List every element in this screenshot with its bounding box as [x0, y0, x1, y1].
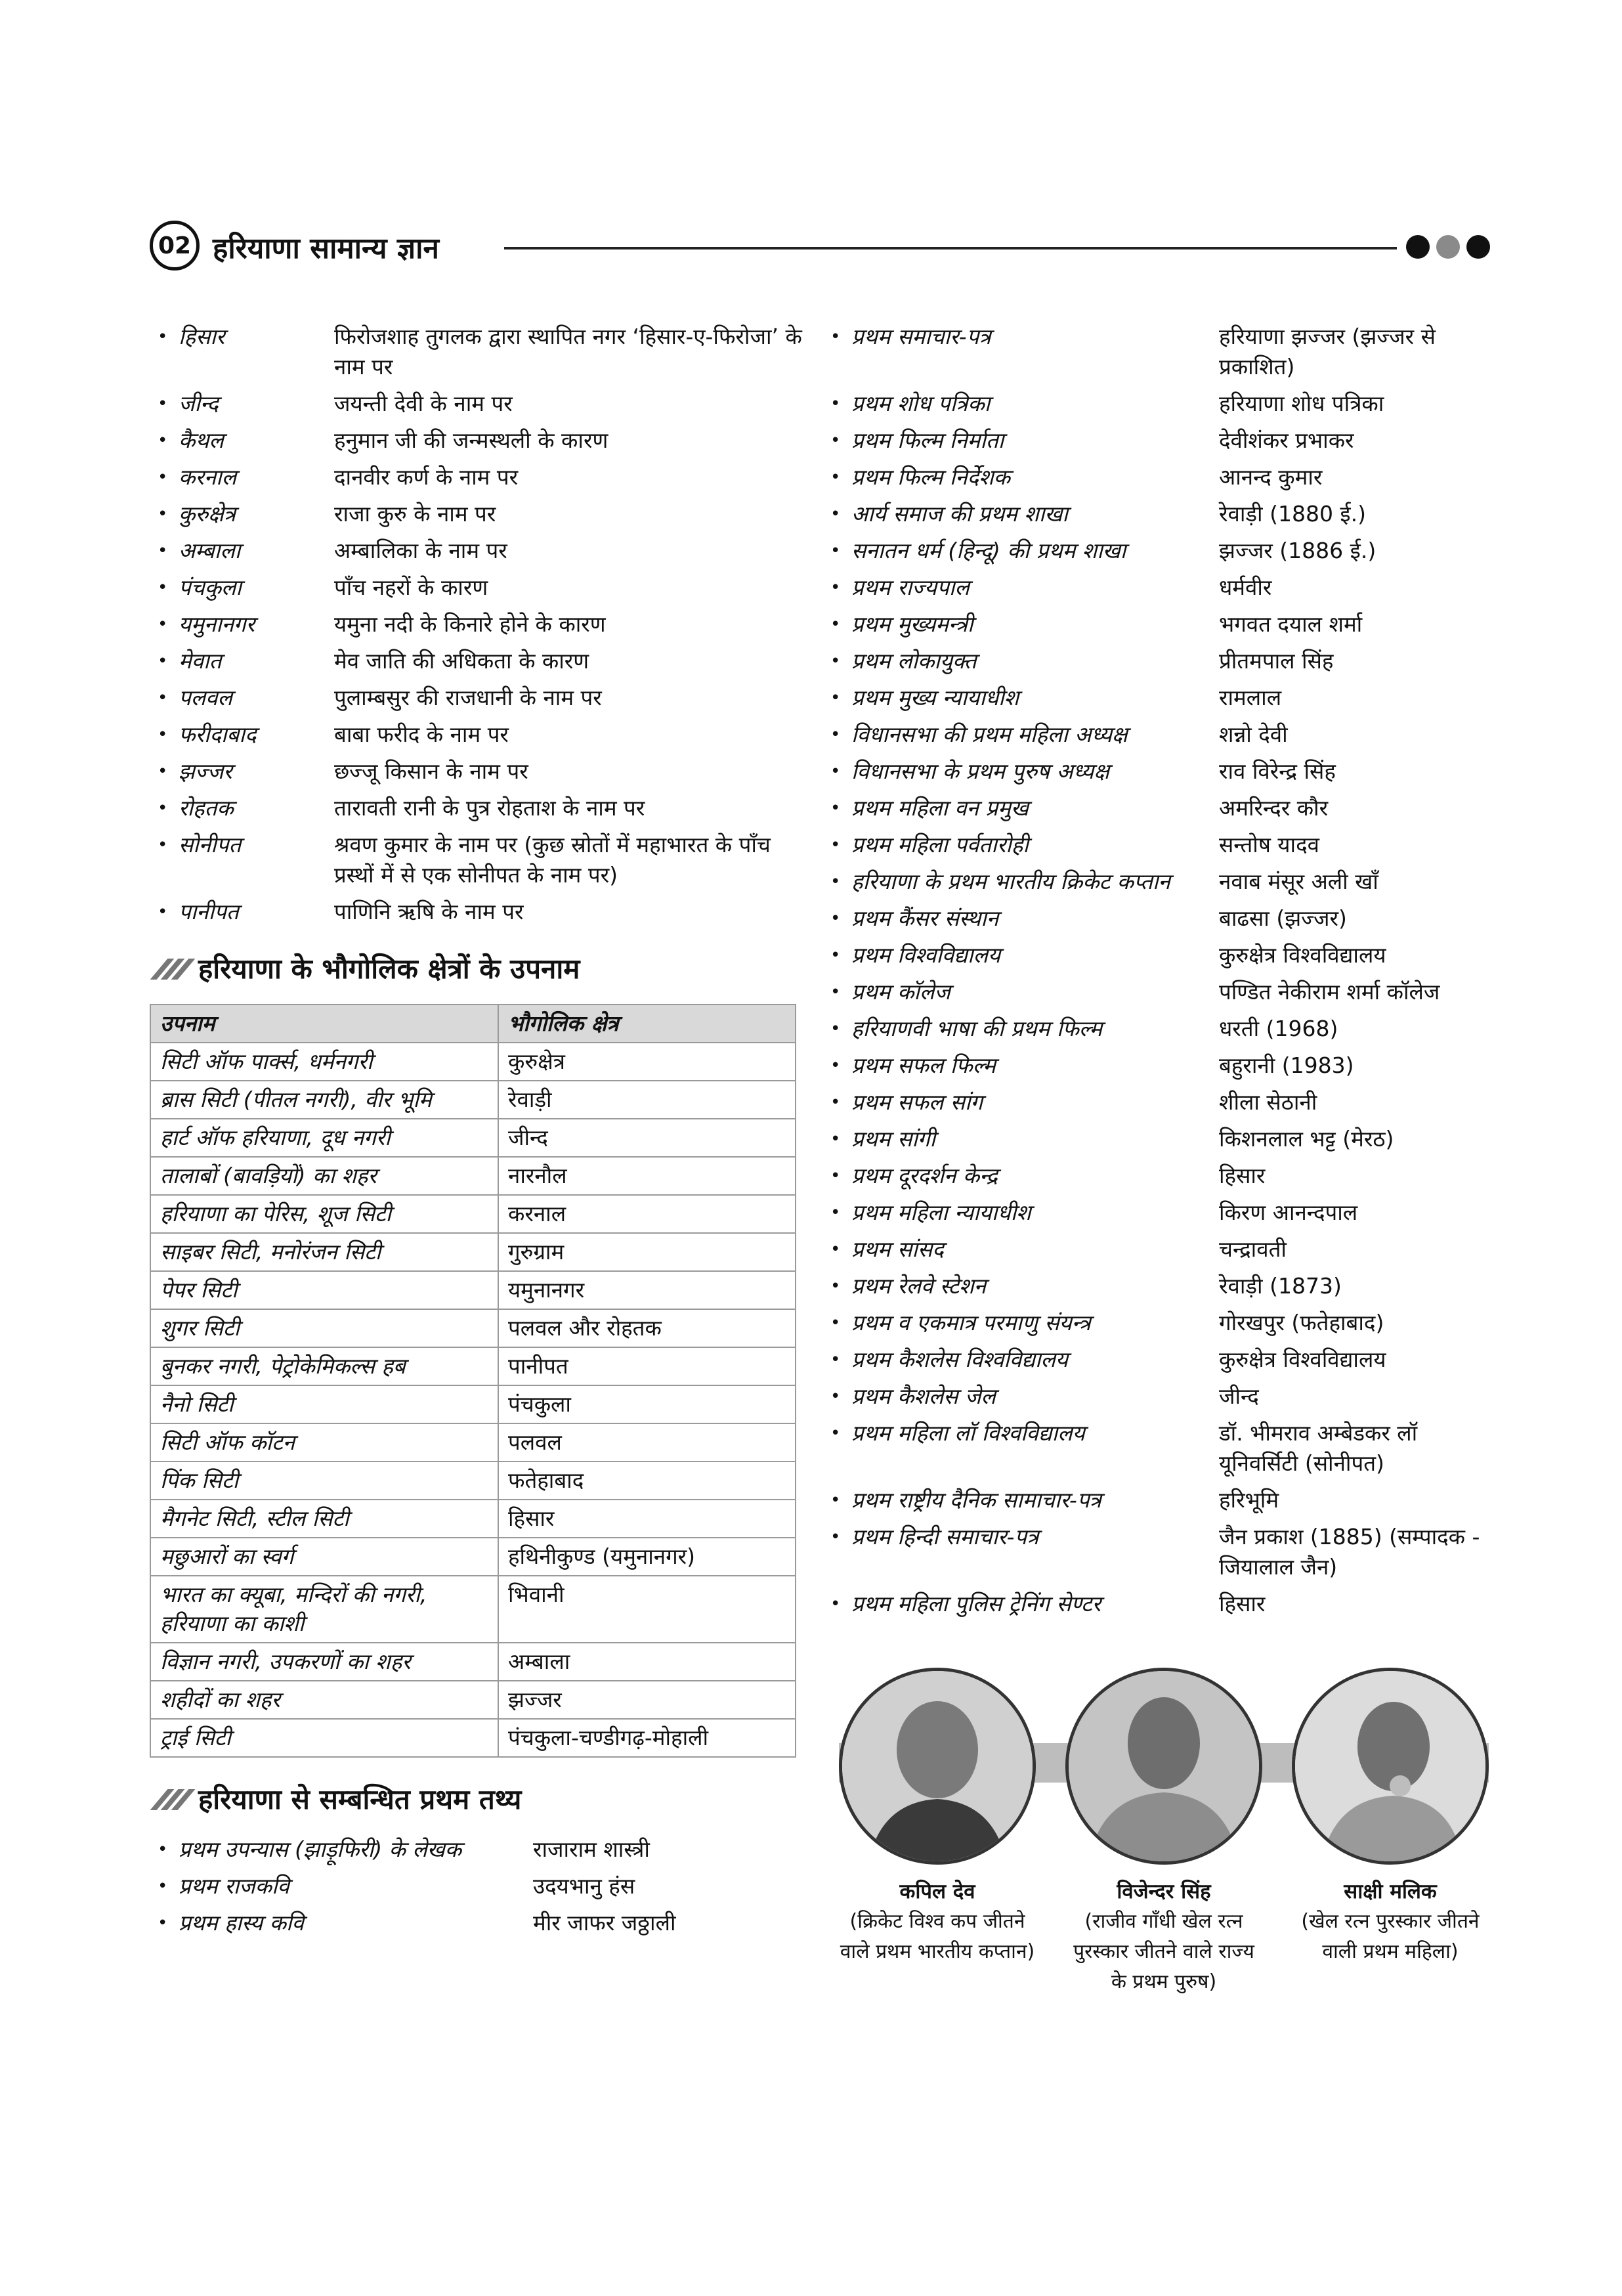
region-cell: पानीपत: [498, 1347, 796, 1385]
first-fact-item-label: प्रथम महिला पर्वतारोही: [851, 832, 1029, 857]
nickname-cell: शहीदों का शहर: [150, 1681, 498, 1719]
slash-marks-icon: [150, 1789, 188, 1809]
caption-vijender-singh: विजेन्दर सिंह (राजीव गाँधी खेल रत्न पुरस्कार जीतने वाले राज्य के प्रथम पुरुष): [1073, 1880, 1254, 1993]
region-cell: पंचकुला-चण्डीगढ़-मोहाली: [498, 1719, 796, 1757]
header-rule: [504, 247, 1397, 249]
caption-kapil-dev: कपिल देव (क्रिकेट विश्व कप जीतने वाले प्रथम भारतीय कप्तान): [840, 1880, 1035, 1963]
nickname-cell: बुनकर नगरी, पेट्रोकेमिकल्स हब: [150, 1347, 498, 1385]
region-cell: अम्बाला: [498, 1643, 796, 1681]
bullet-icon: •: [158, 688, 168, 708]
first-fact-item-value: धरती (1968): [1219, 1016, 1338, 1041]
nickname-cell: ब्रास सिटी (पीतल नगरी), वीर भूमि: [150, 1081, 498, 1119]
first-fact-item-value: भगवत दयाल शर्मा: [1219, 611, 1363, 637]
district-item-label: रोहतक: [179, 795, 234, 821]
first-fact-item-label: प्रथम फिल्म निर्देशक: [851, 464, 1010, 490]
table-row: [150, 1119, 796, 1157]
first-fact-item-value: अमरिन्दर कौर: [1219, 795, 1329, 821]
district-item-value: तारावती रानी के पुत्र रोहताश के नाम पर: [334, 795, 645, 821]
region-cell: कुरुक्षेत्र: [498, 1043, 796, 1081]
table-row: [150, 1538, 796, 1576]
bullet-icon: •: [158, 394, 168, 414]
first-fact-item: [830, 425, 1500, 456]
first-fact-item: [830, 1345, 1500, 1375]
first-fact-item-label: प्रथम व एकमात्र परमाणु संयन्त्र: [851, 1310, 1091, 1335]
first-fact-item-value: बहुरानी (1983): [1219, 1052, 1354, 1078]
district-item-label: करनाल: [179, 464, 237, 490]
table-row: [150, 1423, 796, 1462]
first-fact-item-value: हिसार: [1219, 1591, 1266, 1616]
bullet-icon: •: [830, 798, 841, 818]
bullet-icon: •: [830, 327, 841, 347]
first-fact-item: [830, 1124, 1500, 1154]
running-title: हरियाणा सामान्य ज्ञान: [213, 232, 439, 265]
district-item: [158, 897, 804, 927]
first-fact-item-value: डॉ. भीमराव अम्बेडकर लॉ यूनिवर्सिटी (सोनीपत): [1219, 1420, 1418, 1476]
table-row: [150, 1081, 796, 1119]
bullet-icon: •: [158, 835, 168, 855]
first-fact-item-value: हरियाणा झज्जर (झज्जर से प्रकाशित): [1219, 324, 1436, 379]
slash-marks-icon: [150, 959, 188, 978]
district-item-value: फिरोजशाह तुगलक द्वारा स्थापित नगर ‘हिसार-ए-फिरोजा’ के नाम पर: [334, 324, 802, 379]
district-item-label: पंचकुला: [179, 574, 242, 600]
right-column-firsts: [830, 322, 1500, 1626]
first-fact-item-label: प्रथम राष्ट्रीय दैनिक सामाचार-पत्र: [851, 1487, 1101, 1513]
first-fact-item-label: प्रथम कॉलेज: [851, 979, 950, 1005]
bullet-icon: •: [830, 1423, 841, 1443]
bullet-icon: •: [830, 1129, 841, 1149]
bullet-icon: •: [158, 504, 168, 524]
bullet-icon: •: [830, 578, 841, 597]
bullet-icon: •: [158, 615, 168, 634]
first-fact-item-value: रामलाल: [1219, 685, 1282, 710]
district-item-value: पुलाम्बसुर की राजधानी के नाम पर: [334, 685, 602, 710]
first-fact-item-label: प्रथम कैंसर संस्थान: [851, 905, 999, 931]
nickname-cell: सिटी ऑफ कॉटन: [150, 1423, 498, 1462]
region-cell: हथिनीकुण्ड (यमुनानगर): [498, 1538, 796, 1576]
district-item-label: कुरुक्षेत्र: [179, 501, 236, 527]
first-fact-item-label: प्रथम हास्य कवि: [179, 1910, 304, 1936]
table-header-row: [150, 1005, 796, 1043]
table-row: [150, 1157, 796, 1195]
header-dot-icon: [1466, 235, 1490, 259]
district-item: [158, 536, 804, 566]
district-item: [158, 609, 804, 639]
bullet-icon: •: [158, 467, 168, 487]
bullet-icon: •: [830, 467, 841, 487]
nickname-cell: पिंक सिटी: [150, 1462, 498, 1500]
bullet-icon: •: [830, 1276, 841, 1296]
district-item-label: पलवल: [179, 685, 232, 710]
first-fact-item: [830, 462, 1500, 492]
table-row: [150, 1719, 796, 1757]
first-fact-item-value: जैन प्रकाश (1885) (सम्पादक - जियालाल जैन): [1219, 1524, 1480, 1580]
district-item: [158, 499, 804, 529]
photo-strip: [826, 1668, 1502, 2009]
district-item: [158, 683, 804, 713]
district-item: [158, 756, 804, 787]
bullet-icon: •: [830, 945, 841, 965]
bullet-icon: •: [830, 1387, 841, 1406]
first-fact-item-value: पण्डित नेकीराम शर्मा कॉलेज: [1219, 979, 1440, 1005]
region-cell: यमुनानगर: [498, 1271, 796, 1309]
first-fact-item: [830, 1014, 1500, 1044]
bullet-icon: •: [830, 1056, 841, 1075]
nickname-cell: तालाबों (बावड़ियों) का शहर: [150, 1157, 498, 1195]
first-fact-item-label: प्रथम राज्यपाल: [851, 574, 970, 600]
table-row: [150, 1233, 796, 1271]
bullet-icon: •: [158, 1876, 168, 1896]
page-header: [150, 217, 1495, 277]
first-fact-item-label: प्रथम सफल सांग: [851, 1089, 983, 1115]
first-fact-item: [830, 646, 1500, 676]
district-item: [158, 462, 804, 492]
first-fact-item-value: कुरुक्षेत्र विश्वविद्यालय: [1219, 942, 1386, 968]
district-name-origins: [158, 322, 804, 927]
first-fact-item-label: प्रथम सांगी: [851, 1126, 936, 1152]
nickname-cell: नैनो सिटी: [150, 1385, 498, 1423]
district-item-label: हिसार: [179, 324, 225, 349]
nickname-cell: हार्ट ऑफ हरियाणा, दूध नगरी: [150, 1119, 498, 1157]
district-item-value: दानवीर कर्ण के नाम पर: [334, 464, 519, 490]
table-row: [150, 1271, 796, 1309]
first-fact-item: [830, 322, 1500, 382]
nickname-cell: मछुआरों का स्वर्ग: [150, 1538, 498, 1576]
table-row: [150, 1385, 796, 1423]
first-fact-item-label: प्रथम महिला वन प्रमुख: [851, 795, 1029, 821]
district-item-label: सोनीपत: [179, 832, 242, 857]
first-fact-item-value: सन्तोष यादव: [1219, 832, 1319, 857]
bullet-icon: •: [830, 1093, 841, 1112]
table-row: [150, 1576, 796, 1643]
first-fact-item-label: प्रथम मुख्य न्यायाधीश: [851, 685, 1019, 710]
district-item: [158, 322, 804, 382]
first-fact-item-value: झज्जर (1886 ई.): [1219, 538, 1377, 563]
nickname-cell: शुगर सिटी: [150, 1309, 498, 1347]
table-row: [150, 1643, 796, 1681]
first-fact-item-label: प्रथम मुख्यमन्त्री: [851, 611, 973, 637]
bullet-icon: •: [830, 1350, 841, 1370]
first-fact-item-label: विधानसभा के प्रथम पुरुष अध्यक्ष: [851, 758, 1109, 784]
first-fact-item: [830, 573, 1500, 603]
first-fact-item-label: प्रथम फिल्म निर्माता: [851, 427, 1004, 453]
first-fact-item-value: हरिभूमि: [1219, 1487, 1279, 1513]
page-number: 02: [150, 221, 200, 271]
district-item: [158, 389, 804, 419]
first-fact-item: [158, 1834, 804, 1865]
nickname-cell: भारत का क्यूबा, मन्दिरों की नगरी, हरियाणा का काशी: [150, 1576, 498, 1643]
bullet-icon: •: [158, 651, 168, 671]
bullet-icon: •: [830, 762, 841, 781]
district-item-value: पाणिनि ऋषि के नाम पर: [334, 899, 524, 924]
region-cell: भिवानी: [498, 1576, 796, 1643]
bullet-icon: •: [158, 1840, 168, 1859]
nickname-cell: सिटी ऑफ पार्क्स, धर्मनगरी: [150, 1043, 498, 1081]
first-fact-item-label: प्रथम दूरदर्शन केन्द्र: [851, 1163, 998, 1188]
bullet-icon: •: [830, 872, 841, 892]
bullet-icon: •: [830, 1313, 841, 1333]
bullet-icon: •: [830, 835, 841, 855]
bullet-icon: •: [830, 504, 841, 524]
first-fact-item: [830, 756, 1500, 787]
district-item: [158, 646, 804, 676]
first-fact-item-label: प्रथम लोकायुक्त: [851, 648, 977, 674]
nickname-cell: पेपर सिटी: [150, 1271, 498, 1309]
table-row: [150, 1347, 796, 1385]
first-fact-item-value: बाढसा (झज्जर): [1219, 905, 1347, 931]
first-fact-item-label: प्रथम सांसद: [851, 1236, 944, 1262]
bullet-icon: •: [830, 1203, 841, 1223]
first-fact-item: [830, 720, 1500, 750]
first-fact-item-value: जीन्द: [1219, 1383, 1259, 1409]
nickname-cell: विज्ञान नगरी, उपकरणों का शहर: [150, 1643, 498, 1681]
first-fact-item-value: नवाब मंसूर अली खाँ: [1219, 869, 1378, 894]
first-fact-item-label: प्रथम सफल फिल्म: [851, 1052, 996, 1078]
first-fact-item: [830, 1381, 1500, 1412]
bullet-icon: •: [830, 982, 841, 1002]
first-fact-item-value: किरण आनन्दपाल: [1219, 1200, 1358, 1225]
nickname-cell: साइबर सिटी, मनोरंजन सिटी: [150, 1233, 498, 1271]
district-item-label: अम्बाला: [179, 538, 241, 563]
first-fact-item: [830, 536, 1500, 566]
nickname-cell: मैगनेट सिटी, स्टील सिटी: [150, 1500, 498, 1538]
first-fact-item-label: सनातन धर्म (हिन्दू) की प्रथम शाखा: [851, 538, 1126, 563]
first-fact-item-label: विधानसभा की प्रथम महिला अध्यक्ष: [851, 722, 1128, 747]
first-fact-item: [830, 940, 1500, 970]
district-item: [158, 793, 804, 823]
district-item-label: यमुनानगर: [179, 611, 255, 637]
region-cell: पलवल: [498, 1423, 796, 1462]
district-item-label: जीन्द: [179, 391, 219, 416]
column-header-nickname: उपनाम: [150, 1005, 498, 1043]
first-fact-item-value: हरियाणा शोध पत्रिका: [1219, 391, 1384, 416]
first-fact-item-label: प्रथम कैशलेस विश्वविद्यालय: [851, 1347, 1069, 1372]
district-item-value: जयन्ती देवी के नाम पर: [334, 391, 513, 416]
district-item-label: झज्जर: [179, 758, 232, 784]
first-fact-item-value: राव विरेन्द्र सिंह: [1219, 758, 1336, 784]
region-cell: जीन्द: [498, 1119, 796, 1157]
bullet-icon: •: [830, 909, 841, 928]
first-fact-item-label: हरियाणवी भाषा की प्रथम फिल्म: [851, 1016, 1103, 1041]
district-item-value: मेव जाति की अधिकता के कारण: [334, 648, 589, 674]
first-fact-item: [830, 903, 1500, 934]
region-cell: पंचकुला: [498, 1385, 796, 1423]
first-fact-item: [830, 1234, 1500, 1265]
first-fact-item-label: प्रथम उपन्यास (झाड़ूफिरी) के लेखक: [179, 1836, 462, 1862]
nickname-cell: हरियाणा का पेरिस, शूज सिटी: [150, 1195, 498, 1233]
region-cell: फतेहाबाद: [498, 1462, 796, 1500]
first-fact-item: [830, 793, 1500, 823]
first-fact-item: [830, 1589, 1500, 1619]
table-row: [150, 1681, 796, 1719]
bullet-icon: •: [158, 431, 168, 450]
district-item-label: कैथल: [179, 427, 224, 453]
first-fact-item-label: प्रथम समाचार-पत्र: [851, 324, 991, 349]
first-fact-item-value: धर्मवीर: [1219, 574, 1272, 600]
first-fact-item-label: प्रथम कैशलेस जेल: [851, 1383, 996, 1409]
region-cell: नारनौल: [498, 1157, 796, 1195]
region-cell: हिसार: [498, 1500, 796, 1538]
first-fact-item-label: प्रथम विश्वविद्यालय: [851, 942, 1001, 968]
first-fact-item: [830, 1271, 1500, 1301]
district-item-value: हनुमान जी की जन्मस्थली के कारण: [334, 427, 608, 453]
section-heading-firsts: हरियाणा से सम्बन्धित प्रथम तथ्य: [150, 1780, 804, 1817]
nickname-cell: ट्राई सिटी: [150, 1719, 498, 1757]
first-fact-item: [830, 1485, 1500, 1515]
nicknames-table: [150, 1004, 796, 1758]
firsts-list: [158, 1834, 804, 1938]
first-fact-item: [830, 1087, 1500, 1117]
first-fact-item: [830, 977, 1500, 1007]
bullet-icon: •: [158, 762, 168, 781]
bullet-icon: •: [830, 1019, 841, 1039]
district-item-value: बाबा फरीद के नाम पर: [334, 722, 509, 747]
first-fact-item-label: प्रथम महिला लॉ विश्वविद्यालय: [851, 1420, 1085, 1446]
first-fact-item: [158, 1871, 804, 1901]
table-row: [150, 1043, 796, 1081]
first-fact-item-label: प्रथम राजकवि: [179, 1873, 289, 1899]
bullet-icon: •: [158, 1913, 168, 1933]
first-fact-item: [830, 1418, 1500, 1479]
first-fact-item: [830, 389, 1500, 419]
first-fact-item: [830, 499, 1500, 529]
left-column: [158, 322, 804, 1945]
portrait-vijender-singh: [1065, 1668, 1262, 1865]
district-item: [158, 720, 804, 750]
bullet-icon: •: [830, 1240, 841, 1259]
region-cell: पलवल और रोहतक: [498, 1309, 796, 1347]
bullet-icon: •: [830, 394, 841, 414]
first-fact-item-label: प्रथम शोध पत्रिका: [851, 391, 991, 416]
first-fact-item-value: हिसार: [1219, 1163, 1266, 1188]
bullet-icon: •: [158, 327, 168, 347]
first-fact-item: [830, 1308, 1500, 1338]
district-item-value: राजा कुरु के नाम पर: [334, 501, 496, 527]
bullet-icon: •: [830, 688, 841, 708]
first-fact-item-label: प्रथम रेलवे स्टेशन: [851, 1273, 987, 1299]
first-fact-item-value: शीला सेठानी: [1219, 1089, 1317, 1115]
first-fact-item: [830, 830, 1500, 860]
first-fact-item-value: उदयभानु हंस: [533, 1873, 635, 1899]
region-cell: गुरुग्राम: [498, 1233, 796, 1271]
district-item: [158, 573, 804, 603]
region-cell: झज्जर: [498, 1681, 796, 1719]
region-cell: करनाल: [498, 1195, 796, 1233]
bullet-icon: •: [830, 725, 841, 745]
bullet-icon: •: [158, 541, 168, 561]
first-fact-item-value: मीर जाफर जठ्ठाली: [533, 1910, 676, 1936]
first-fact-item-value: रेवाड़ी (1873): [1219, 1273, 1342, 1299]
bullet-icon: •: [830, 1166, 841, 1186]
header-dot-icon: [1406, 235, 1430, 259]
portrait-sakshi-malik: [1292, 1668, 1489, 1865]
bullet-icon: •: [830, 651, 841, 671]
column-header-region: भौगोलिक क्षेत्र: [498, 1005, 796, 1043]
first-fact-item-value: प्रीतमपाल सिंह: [1219, 648, 1334, 674]
first-fact-item-value: शन्नो देवी: [1219, 722, 1288, 747]
bullet-icon: •: [158, 578, 168, 597]
bullet-icon: •: [830, 1490, 841, 1510]
district-item-label: फरीदाबाद: [179, 722, 257, 747]
bullet-icon: •: [158, 725, 168, 745]
first-fact-item: [830, 1198, 1500, 1228]
first-fact-item-value: किशनलाल भट्ट (मेरठ): [1219, 1126, 1394, 1152]
district-item-value: छज्जू किसान के नाम पर: [334, 758, 528, 784]
header-dot-icon: [1436, 235, 1460, 259]
first-fact-item: [830, 1522, 1500, 1582]
table-row: [150, 1195, 796, 1233]
table-row: [150, 1462, 796, 1500]
first-fact-item-label: प्रथम महिला न्यायाधीश: [851, 1200, 1031, 1225]
district-item: [158, 425, 804, 456]
first-fact-item: [830, 609, 1500, 639]
region-cell: रेवाड़ी: [498, 1081, 796, 1119]
first-fact-item: [830, 1161, 1500, 1191]
bullet-icon: •: [830, 615, 841, 634]
bullet-icon: •: [158, 798, 168, 818]
first-fact-item: [158, 1908, 804, 1938]
first-fact-item-value: गोरखपुर (फतेहाबाद): [1219, 1310, 1384, 1335]
bullet-icon: •: [830, 541, 841, 561]
bullet-icon: •: [830, 1594, 841, 1614]
first-fact-item: [830, 683, 1500, 713]
bullet-icon: •: [830, 1527, 841, 1547]
first-fact-item-label: हरियाणा के प्रथम भारतीय क्रिकेट कप्तान: [851, 869, 1170, 894]
section-heading-nicknames: हरियाणा के भौगोलिक क्षेत्रों के उपनाम: [150, 949, 804, 987]
district-item-value: यमुना नदी के किनारे होने के कारण: [334, 611, 606, 637]
table-row: [150, 1500, 796, 1538]
table-row: [150, 1309, 796, 1347]
bullet-icon: •: [158, 902, 168, 922]
first-fact-item-value: कुरुक्षेत्र विश्वविद्यालय: [1219, 1347, 1386, 1372]
first-fact-item-label: प्रथम महिला पुलिस ट्रेनिंग सेण्टर: [851, 1591, 1101, 1616]
portrait-kapil-dev: [839, 1668, 1036, 1865]
district-item-value: श्रवण कुमार के नाम पर (कुछ स्रोतों में महाभारत के पाँच प्रस्थों में से एक सोनीपत के नाम पर): [334, 832, 771, 888]
first-fact-item-label: प्रथम हिन्दी समाचार-पत्र: [851, 1524, 1039, 1549]
first-fact-item: [830, 1051, 1500, 1081]
district-item-value: पाँच नहरों के कारण: [334, 574, 488, 600]
caption-sakshi-malik: साक्षी मलिक (खेल रत्न पुरस्कार जीतने वाली प्रथम महिला): [1301, 1880, 1480, 1963]
bullet-icon: •: [830, 431, 841, 450]
first-fact-item-value: चन्द्रावती: [1219, 1236, 1287, 1262]
first-fact-item-value: राजाराम शास्त्री: [533, 1836, 650, 1862]
first-fact-item-value: रेवाड़ी (1880 ई.): [1219, 501, 1366, 527]
first-fact-item-label: आर्य समाज की प्रथम शाखा: [851, 501, 1068, 527]
first-fact-item: [830, 867, 1500, 897]
district-item-value: अम्बालिका के नाम पर: [334, 538, 507, 563]
first-fact-item-value: देवीशंकर प्रभाकर: [1219, 427, 1354, 453]
district-item-label: पानीपत: [179, 899, 239, 924]
district-item: [158, 830, 804, 890]
district-item-label: मेवात: [179, 648, 222, 674]
first-fact-item-value: आनन्द कुमार: [1219, 464, 1323, 490]
